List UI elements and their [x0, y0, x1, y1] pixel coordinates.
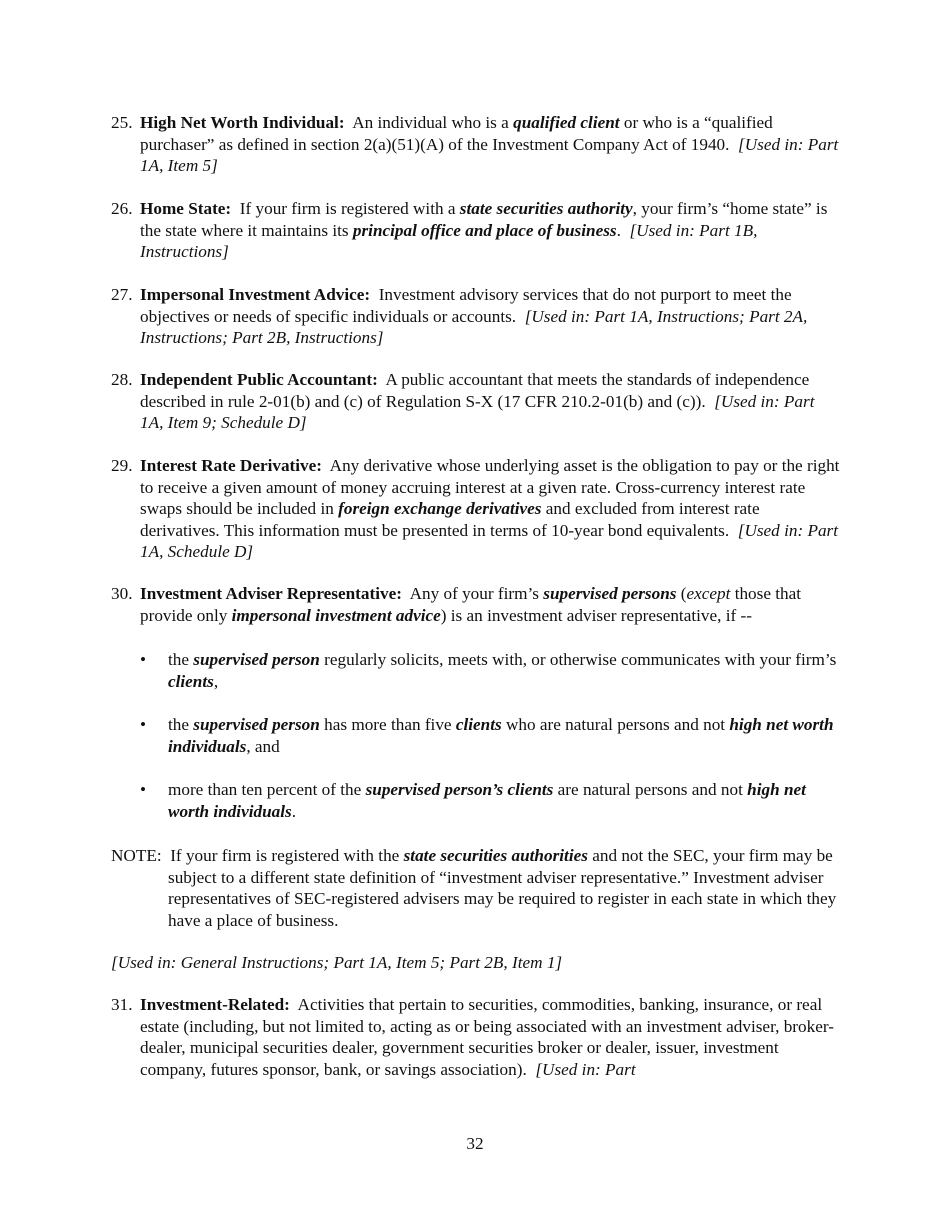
- definition-text: , your firm’s “home state” is the state where it maintains its: [140, 199, 828, 240]
- bullet-item: [140, 779, 840, 822]
- definition-text: Activities that pertain to securities, commodities, banking, insurance, or real estate (including, but not limited to, acting as or being associated with an investment adviser, broker-dealer, municipal securities dealer, government securities broker or dealer, issuer, investment company, futures sponsor, bank, or savings association).: [140, 995, 834, 1079]
- definition-text: .: [616, 220, 621, 240]
- bullet-text-part: ,: [213, 671, 219, 691]
- defined-term-link: high net worth individuals: [168, 715, 834, 756]
- note-label: NOTE:: [111, 846, 162, 865]
- definition-30: [111, 583, 841, 626]
- defined-term-link: state securities authorities: [403, 846, 588, 865]
- definition-body: [140, 583, 841, 626]
- definition-26: [111, 198, 841, 263]
- bullet-icon: •: [140, 715, 147, 734]
- bullet-text: [168, 779, 840, 822]
- defined-term-link: foreign exchange derivatives: [338, 499, 542, 519]
- bullet-text-part: has more than five: [319, 715, 456, 734]
- definition-text: Investment advisory services that do not purport to meet the objectives or needs of specific individuals or accounts.: [140, 285, 792, 326]
- defined-term-link: supervised persons: [543, 584, 677, 603]
- definition-term: Investment Adviser Representative:: [140, 584, 402, 603]
- defined-term-link: state securities authority: [459, 199, 633, 218]
- definition-text: (: [676, 584, 687, 603]
- definition-text: or who is a “qualified purchaser” as defined in section 2(a)(51)(A) of the Investment Company Act of 1940.: [140, 113, 773, 154]
- used-in-reference: [Used in: General Instructions; Part 1A, Item 5; Part 2B, Item 1]: [111, 953, 563, 972]
- definition-text: Any of your firm’s: [409, 584, 544, 603]
- note-block: [111, 845, 841, 931]
- definition-number: 28.: [111, 370, 133, 389]
- definition-text: Any derivative whose underlying asset is the obligation to pay or the right to receive a given amount of money accruing interest at a given rate. Cross-currency interest rate swaps should be included in: [140, 456, 840, 519]
- bullet-text-part: the: [168, 650, 194, 669]
- definition-number: 27.: [111, 285, 133, 304]
- definition-term: High Net Worth Individual:: [140, 113, 345, 132]
- definition-25: [111, 112, 841, 177]
- definition-number: 26.: [111, 199, 133, 218]
- defined-term-link: qualified client: [513, 113, 620, 132]
- used-in-reference: [Used in: Part 1B, Instructions]: [140, 220, 758, 262]
- defined-term-link: high net worth individuals: [168, 780, 806, 821]
- definition-text: ) is an investment adviser representative, if --: [440, 605, 752, 625]
- defined-term-link: supervised person: [193, 715, 320, 734]
- definition-28: [111, 369, 841, 434]
- bullet-item: [140, 714, 840, 757]
- definition-text: An individual who is a: [352, 113, 514, 132]
- definition-term: Impersonal Investment Advice:: [140, 285, 371, 304]
- bullet-text-part: more than ten percent of the: [168, 780, 366, 799]
- note-text: [111, 845, 841, 931]
- definition-31: [111, 994, 841, 1080]
- definition-term: Investment-Related:: [140, 995, 290, 1014]
- definition-text: and excluded from interest rate derivatives. This information must be presented in terms of 10-year bond equivalents.: [140, 499, 760, 540]
- bullet-icon: •: [140, 650, 147, 669]
- defined-term-link: clients: [168, 671, 214, 691]
- defined-term-link: impersonal investment advice: [231, 605, 441, 625]
- page-number: 32: [466, 1134, 484, 1153]
- bullet-text-part: who are natural persons and not: [501, 715, 730, 734]
- definition-body: [140, 369, 841, 434]
- definition-number: 30.: [111, 584, 133, 603]
- definition-text: those that provide only: [140, 584, 802, 625]
- definition-body: [140, 198, 841, 263]
- used-in-reference: [Used in: Part 1A, Schedule D]: [140, 520, 839, 562]
- definition-body: [140, 994, 841, 1080]
- bullet-text-part: .: [291, 801, 296, 821]
- used-in-reference: [Used in: Part: [535, 1059, 636, 1079]
- used-in-reference: [Used in: Part 1A, Instructions; Part 2A, Instructions; Part 2B, Instructions]: [140, 306, 808, 348]
- bullet-text-part: are natural persons and not: [553, 780, 748, 799]
- defined-term-link: supervised person: [193, 650, 320, 669]
- bullet-text-part: regularly solicits, meets with, or otherwise communicates with your firm’s: [319, 650, 837, 669]
- bullet-text: [168, 714, 840, 757]
- defined-term-link: principal office and place of business: [352, 220, 617, 240]
- definition-number: 29.: [111, 456, 133, 475]
- defined-term-link: supervised person’s clients: [365, 780, 554, 799]
- definition-27: [111, 284, 841, 349]
- definition-body: [140, 112, 841, 177]
- definition-term: Independent Public Accountant:: [140, 370, 378, 389]
- bullet-item: [140, 649, 840, 692]
- definition-text: If your firm is registered with a: [239, 199, 460, 218]
- definition-body: [140, 284, 841, 349]
- definition-text: A public accountant that meets the standards of independence described in rule 2-01(b) and (c) of Regulation S-X (17 CFR 210.2-01(b) and (c)).: [140, 370, 810, 411]
- definition-body: [140, 455, 841, 563]
- definition-term: Home State:: [140, 199, 232, 218]
- note-text-part: If your firm is registered with the: [170, 846, 404, 865]
- definition-number: 31.: [111, 995, 133, 1014]
- definition-emphasis: except: [686, 584, 731, 603]
- defined-term-link: clients: [455, 715, 502, 734]
- definition-number: 25.: [111, 113, 133, 132]
- used-in-reference: [Used in: Part 1A, Item 9; Schedule D]: [140, 391, 815, 433]
- definition-29: [111, 455, 841, 563]
- bullet-icon: •: [140, 780, 147, 799]
- bullet-text-part: , and: [246, 736, 280, 756]
- bullet-text: [168, 649, 840, 692]
- bullet-text-part: the: [168, 715, 194, 734]
- definition-term: Interest Rate Derivative:: [140, 456, 322, 475]
- used-in-reference: [Used in: Part 1A, Item 5]: [140, 134, 839, 176]
- note-text-part: and not the SEC, your firm may be subject to a different state definition of “investment adviser representative.” Investment adviser representatives of SEC-registered advisers may be required to register in each state in which they have a place of business.: [168, 846, 837, 930]
